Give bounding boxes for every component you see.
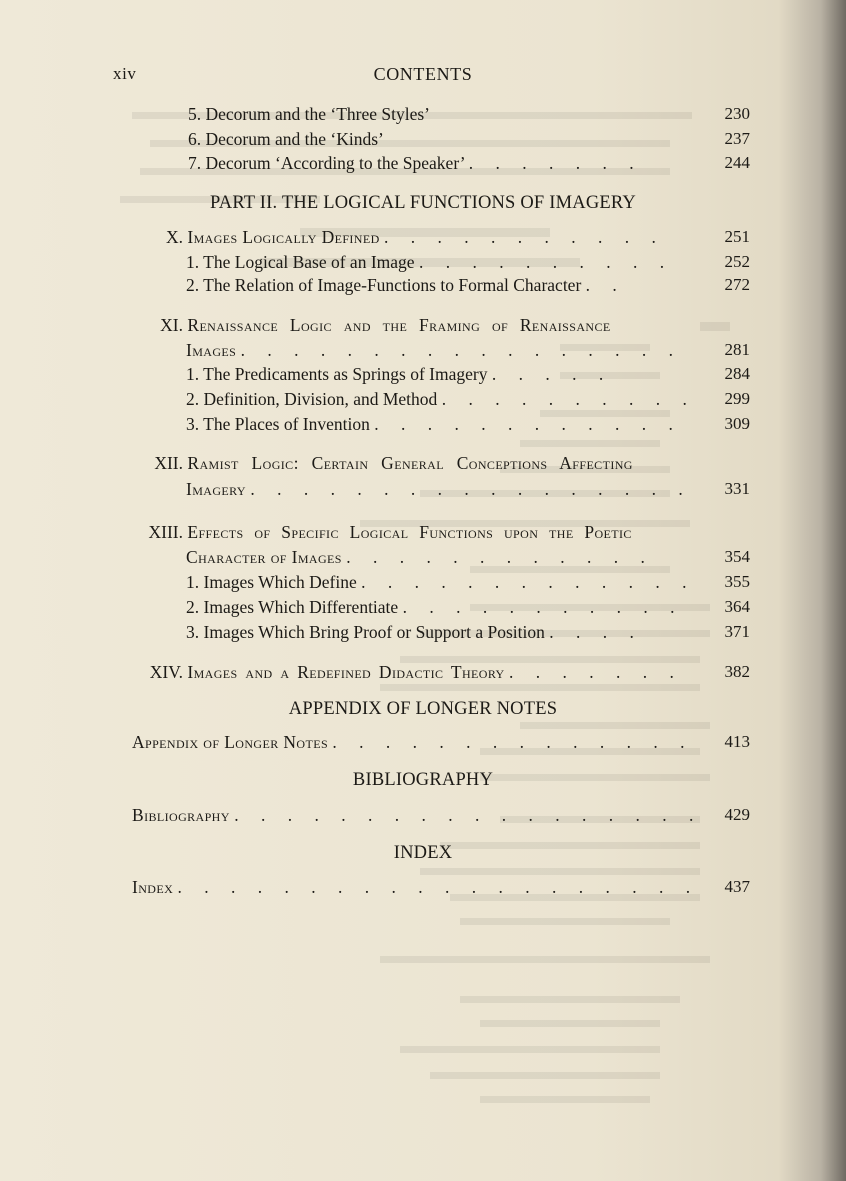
toc-page-number: 237	[724, 129, 750, 148]
toc-page-number: 281	[724, 340, 750, 359]
toc-entry[interactable]	[186, 388, 696, 410]
part-heading: PART II. THE LOGICAL FUNCTIONS OF IMAGERY	[210, 193, 636, 213]
toc-entry[interactable]	[188, 128, 384, 150]
chapter-entry[interactable]	[150, 226, 665, 248]
chapter-entry-continued[interactable]	[186, 339, 682, 361]
toc-page-number: 354	[724, 547, 750, 566]
toc-page-number: 355	[724, 572, 750, 591]
toc-entry-label: 3. Images Which Bring Proof or Support a Position	[186, 622, 545, 642]
leader-dots: . . . .	[549, 622, 643, 642]
chapter-numeral: XI.	[160, 315, 183, 335]
toc-entry-label: 2. Images Which Differentiate	[186, 597, 399, 617]
toc-entry[interactable]	[132, 804, 702, 826]
toc-page-number: 272	[724, 275, 750, 294]
chapter-entry[interactable]	[145, 314, 611, 336]
toc-entry[interactable]	[132, 731, 694, 753]
chapter-numeral: XII.	[154, 453, 183, 473]
chapter-numeral: X.	[165, 227, 183, 247]
running-head: CONTENTS	[373, 64, 473, 84]
leader-dots: . . . . . . . . . . . . . . . . .	[240, 340, 682, 360]
leader-dots: . . . . . . .	[468, 153, 643, 173]
toc-entry[interactable]	[186, 571, 695, 593]
chapter-entry[interactable]	[130, 521, 632, 543]
toc-page-number: 437	[724, 877, 750, 896]
toc-entry[interactable]	[186, 274, 626, 296]
toc-page-number: 284	[724, 364, 750, 383]
toc-entry[interactable]	[186, 363, 612, 385]
toc-entry-label: 2. The Relation of Image-Functions to Formal Character	[186, 275, 582, 295]
toc-entry-label: 2. Definition, Division, and Method	[186, 389, 438, 409]
toc-page-number: 364	[724, 597, 750, 616]
chapter-title: Renaissance Logic and the Framing of Renaissance	[187, 315, 611, 335]
toc-page-number: 309	[724, 414, 750, 433]
toc-entry-label: 6. Decorum and the ‘Kinds’	[188, 129, 384, 149]
leader-dots: . . . . . . . . . . . .	[346, 547, 654, 567]
leader-dots: . . . . . . . . . . . . .	[361, 572, 696, 592]
chapter-title: Ramist Logic: Certain General Conceptions Affecting	[187, 453, 633, 473]
toc-page-number: 413	[724, 732, 750, 751]
chapter-entry-continued[interactable]	[186, 478, 692, 500]
toc-entry-label: Appendix of Longer Notes	[132, 732, 329, 752]
chapter-title: Images	[186, 340, 237, 360]
leader-dots: . .	[585, 275, 626, 295]
chapter-title: Effects of Specific Logical Functions upon the Poetic	[187, 522, 632, 542]
page-folio: xiv	[113, 64, 137, 83]
toc-page-number: 331	[724, 479, 750, 498]
leader-dots: . . . . . . . . . . . .	[374, 414, 682, 434]
leader-dots: . . . . . . .	[509, 662, 683, 682]
toc-entry-label: 1. The Logical Base of an Image	[186, 252, 415, 272]
leader-dots: . . . . . . . . . . . . . . . . . .	[234, 805, 703, 825]
toc-entry[interactable]	[132, 876, 699, 898]
chapter-title: Images Logically Defined	[187, 227, 380, 247]
toc-entry[interactable]	[186, 251, 673, 273]
leader-dots: . . . . .	[491, 364, 613, 384]
chapter-numeral: XIII.	[148, 522, 183, 542]
toc-entry[interactable]	[186, 596, 683, 618]
section-heading: BIBLIOGRAPHY	[352, 770, 494, 790]
chapter-entry[interactable]	[130, 661, 683, 683]
toc-page-number: 230	[724, 104, 750, 123]
chapter-title: Imagery	[186, 479, 246, 499]
toc-page-number: 429	[724, 805, 750, 824]
leader-dots: . . . . . . . . . . .	[402, 597, 684, 617]
toc-page-number: 299	[724, 389, 750, 408]
leader-dots: . . . . . . . . . .	[441, 389, 696, 409]
section-heading: INDEX	[393, 843, 453, 863]
leader-dots: . . . . . . . . . . .	[384, 227, 665, 247]
toc-page-number: 244	[724, 153, 750, 172]
toc-page-number: 252	[724, 252, 750, 271]
toc-entry[interactable]	[188, 152, 643, 174]
toc-entry[interactable]	[186, 621, 643, 643]
toc-entry-label: Index	[132, 877, 174, 897]
toc-entry-label: Bibliography	[132, 805, 230, 825]
chapter-entry[interactable]	[136, 452, 633, 474]
toc-entry-label: 5. Decorum and the ‘Three Styles’	[188, 104, 431, 124]
chapter-title: Character of Images	[186, 547, 342, 567]
leader-dots: . . . . . . . . . .	[418, 252, 674, 272]
toc-entry[interactable]	[186, 413, 682, 435]
leader-dots: . . . . . . . . . . . . . . . . .	[250, 479, 692, 499]
toc-entry-label: 1. The Predicaments as Springs of Imagery	[186, 364, 488, 384]
chapter-numeral: XIV.	[149, 662, 183, 682]
toc-entry[interactable]	[188, 103, 430, 125]
toc-page-number: 251	[724, 227, 750, 246]
toc-entry-label: 3. The Places of Invention	[186, 414, 370, 434]
chapter-title: Images and a Redefined Didactic Theory	[187, 662, 505, 682]
toc-page-number: 382	[724, 662, 750, 681]
toc-page-number: 371	[724, 622, 750, 641]
leader-dots: . . . . . . . . . . . . . .	[332, 732, 694, 752]
section-heading: APPENDIX OF LONGER NOTES	[288, 699, 558, 719]
toc-entry-label: 7. Decorum ‘According to the Speaker’	[188, 153, 465, 173]
toc-entry-label: 1. Images Which Define	[186, 572, 357, 592]
leader-dots: . . . . . . . . . . . . . . . . . . . .	[177, 877, 700, 897]
chapter-entry-continued[interactable]	[186, 546, 654, 568]
